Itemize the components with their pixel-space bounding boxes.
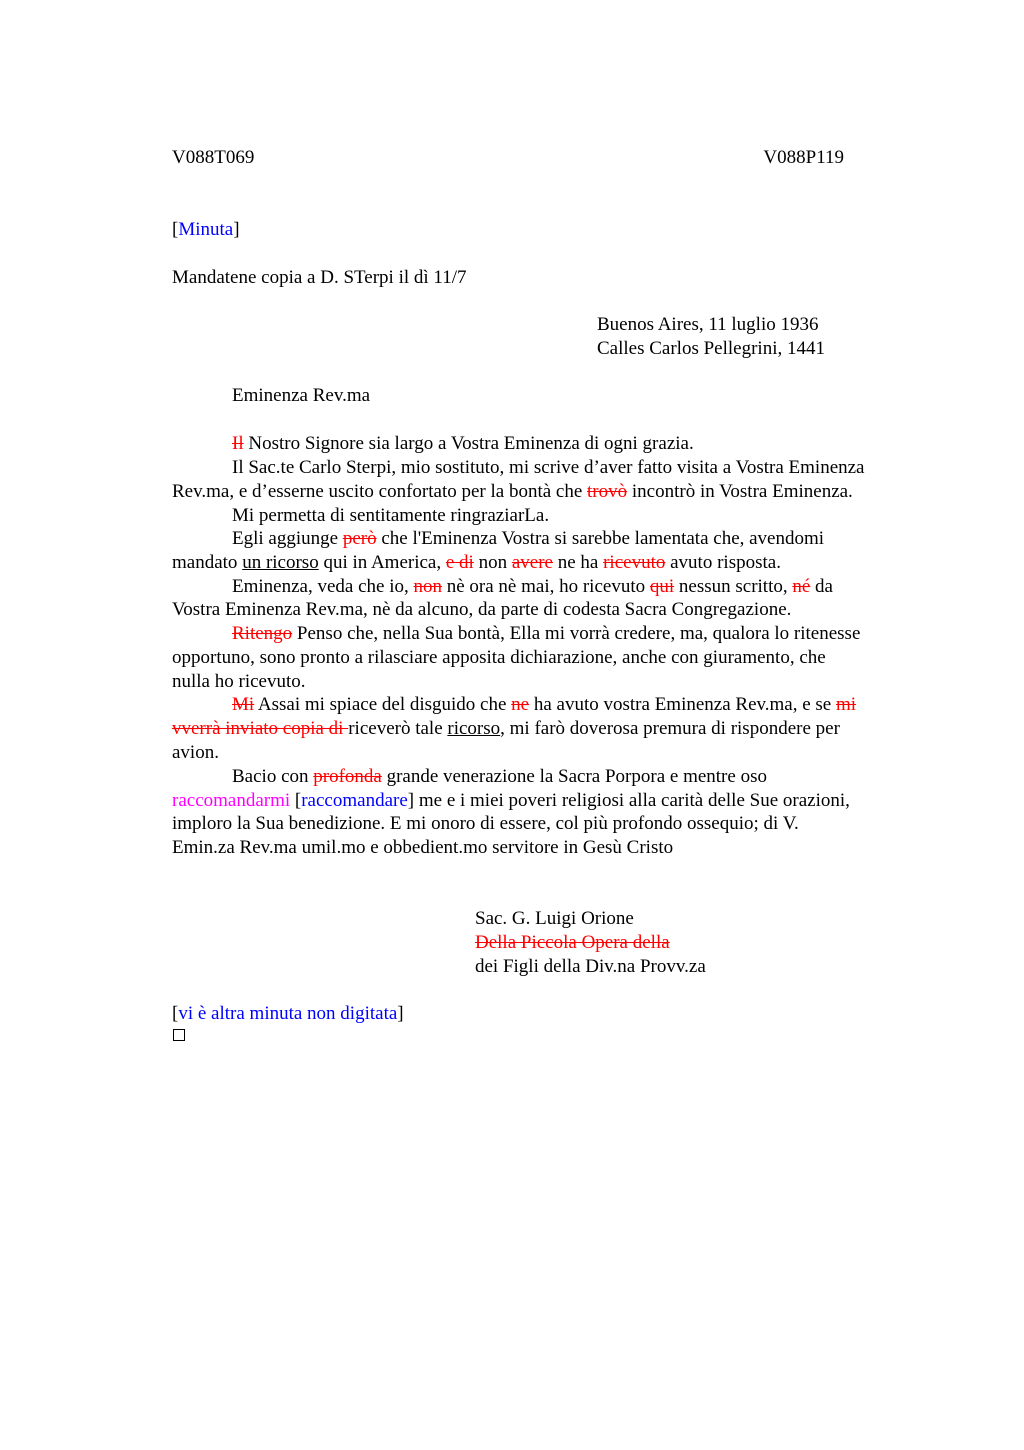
- body-line: raccomandarmi [raccomandare] me e i miei poveri religiosi alla carità delle Sue orazioni,: [172, 790, 850, 811]
- body-line: nulla ho ricevuto.: [172, 671, 306, 692]
- body-line: mandato un ricorso qui in America, e di non avere ne ha ricevuto avuto risposta.: [172, 552, 781, 573]
- deleted-text: e di: [445, 552, 474, 573]
- editorial-label: [Minuta]: [172, 219, 240, 240]
- doc-code-left: V088T069: [172, 147, 255, 168]
- body-line: vverrà inviato copia di riceverò tale ricorso, mi farò doverosa premura di rispondere per: [172, 718, 840, 739]
- signature-org: dei Figli della Div.na Provv.za: [475, 956, 706, 977]
- body-line: Vostra Eminenza Rev.ma, nè da alcuno, da parte di codesta Sacra Congregazione.: [172, 599, 792, 620]
- deleted-text: non: [413, 576, 442, 597]
- body-line: Bacio con profonda grande venerazione la Sacra Porpora e mentre oso: [232, 766, 767, 787]
- editorial-text: raccomandare: [301, 790, 408, 811]
- deleted-text: Il: [232, 433, 244, 454]
- signature-name: Sac. G. Luigi Orione: [475, 908, 634, 929]
- doc-code-right: V088P119: [763, 147, 844, 168]
- body-line: imploro la Sua benedizione. E mi onoro di essere, col più profondo ossequio; di V.: [172, 813, 799, 834]
- body-line: Ritengo Penso che, nella Sua bontà, Ella mi vorrà credere, ma, qualora lo ritenesse: [232, 623, 861, 644]
- deleted-text: avere: [511, 552, 553, 573]
- deleted-text: Ritengo: [232, 623, 293, 644]
- variant-text: raccomandarmi: [172, 790, 291, 811]
- body-line: Eminenza, veda che io, non nè ora nè mai, ho ricevuto qui nessun scritto, né da: [232, 576, 833, 597]
- place-date-line2: Calles Carlos Pellegrini, 1441: [597, 338, 825, 359]
- signature-deleted: Della Piccola Opera della: [475, 932, 670, 953]
- body-line: Egli aggiunge però che l'Eminenza Vostra si sarebbe lamentata che, avendomi: [232, 528, 825, 549]
- body-line: Il Nostro Signore sia largo a Vostra Eminenza di ogni grazia.: [232, 433, 694, 454]
- body-line: Mi Assai mi spiace del disguido che ne ha avuto vostra Eminenza Rev.ma, e se mi: [232, 694, 857, 715]
- deleted-text: vverrà inviato copia di: [172, 718, 349, 739]
- underlined-text: un ricorso: [242, 552, 319, 573]
- note-line: Mandatene copia a D. STerpi il dì 11/7: [172, 267, 467, 288]
- deleted-text: qui: [649, 576, 675, 597]
- deleted-text: profonda: [313, 766, 382, 787]
- deleted-text: trovò: [587, 481, 628, 502]
- deleted-text: Mi: [232, 694, 255, 715]
- editorial-note: [vi è altra minuta non digitata]: [172, 1003, 404, 1024]
- deleted-text: ricevuto: [603, 552, 666, 573]
- body-line: Mi permetta di sentitamente ringraziarLa.: [232, 505, 550, 526]
- salutation: Eminenza Rev.ma: [232, 385, 371, 406]
- underlined-text: ricorso: [447, 718, 501, 739]
- body-line: opportuno, sono pronto a rilasciare apposita dichiarazione, anche con giuramento, che: [172, 647, 826, 668]
- editorial-note-text: vi è altra minuta non digitata: [178, 1003, 398, 1024]
- deleted-text: mi: [836, 694, 857, 715]
- deleted-text: né: [792, 576, 811, 597]
- deleted-text: però: [342, 528, 377, 549]
- deleted-text: ne: [511, 694, 530, 715]
- body-line: avion.: [172, 742, 219, 763]
- body-line: Rev.ma, e d’esserne uscito confortato per la bontà che trovò incontrò in Vostra Eminenza.: [172, 481, 853, 502]
- place-date-line1: Buenos Aires, 11 luglio 1936: [597, 314, 819, 335]
- editorial-label-text: Minuta: [178, 219, 234, 240]
- checkbox-symbol: [173, 1029, 185, 1041]
- body-line: Emin.za Rev.ma umil.mo e obbedient.mo servitore in Gesù Cristo: [172, 837, 674, 858]
- body-line: Il Sac.te Carlo Sterpi, mio sostituto, mi scrive d’aver fatto visita a Vostra Eminenza: [232, 457, 865, 478]
